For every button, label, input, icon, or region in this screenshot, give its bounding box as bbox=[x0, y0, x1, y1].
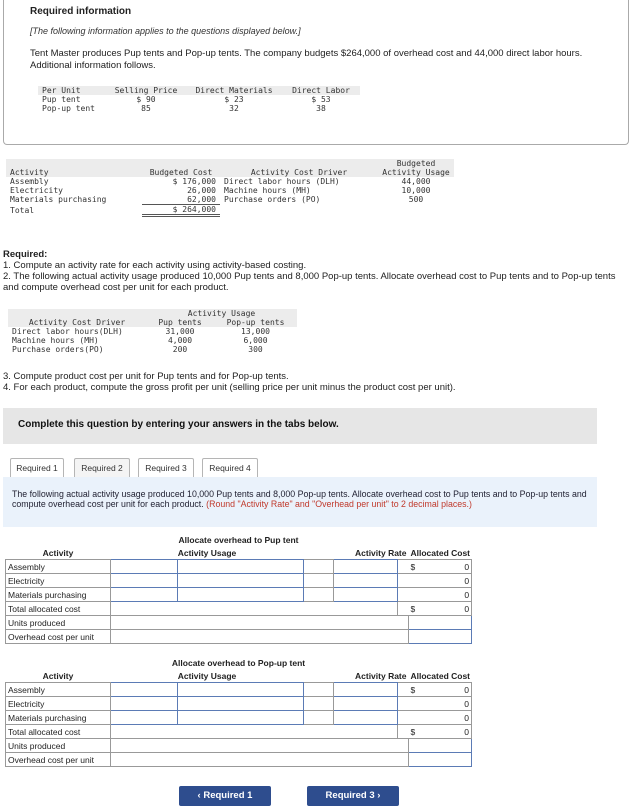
usage-cell: Machine hours (MH) bbox=[12, 336, 99, 345]
unit-cell: $ 23 bbox=[224, 95, 244, 104]
pup-spacer bbox=[304, 574, 334, 588]
pup-spacer bbox=[304, 560, 334, 574]
popup-spacer bbox=[304, 697, 334, 711]
unit-header: Selling Price bbox=[114, 86, 178, 95]
popup-row-label: Units produced bbox=[6, 739, 111, 753]
popup-driver-input[interactable] bbox=[178, 683, 304, 697]
pup-usage-input[interactable] bbox=[111, 574, 178, 588]
unit-header: Direct Labor bbox=[292, 86, 350, 95]
activity-cell: 62,000 bbox=[142, 195, 220, 205]
popup-total-currency: $ bbox=[410, 726, 416, 737]
pup-blank bbox=[111, 602, 398, 616]
tab-required-4[interactable]: Required 4 bbox=[202, 458, 258, 478]
popup-units-input[interactable] bbox=[409, 739, 472, 753]
pup-currency-cell bbox=[398, 574, 409, 588]
info-note: [The following information applies to the questions displayed below.] bbox=[30, 26, 301, 36]
popup-rate-input[interactable] bbox=[334, 683, 398, 697]
pup-alloc-value: 0 bbox=[409, 588, 472, 602]
popup-alloc-value bbox=[409, 683, 472, 697]
popup-row-label: Overhead cost per unit bbox=[6, 753, 111, 767]
activity-cell: Electricity bbox=[10, 186, 63, 195]
activity-header: Budgeted Cost bbox=[149, 168, 213, 177]
pup-rate-input[interactable] bbox=[334, 574, 398, 588]
popup-rate-input[interactable] bbox=[334, 711, 398, 725]
usage-cell: 31,000 bbox=[165, 327, 195, 336]
unit-cell: $ 90 bbox=[136, 95, 156, 104]
tab-required-1[interactable]: Required 1 bbox=[10, 458, 64, 478]
unit-cell: 38 bbox=[316, 104, 326, 113]
popup-currency-cell bbox=[398, 711, 409, 725]
pup-title: Allocate overhead to Pup tent bbox=[178, 534, 299, 545]
popup-table bbox=[5, 656, 472, 767]
popup-row-label: Electricity bbox=[6, 697, 111, 711]
required-label: Required: bbox=[3, 249, 48, 260]
required-item-2: 2. The following actual activity usage produced 10,000 Pup tents and 8,000 Pop-up tents. Allocate overhead cost to Pup tents and to Pop-up tents and compute overhead cost per unit for each product. bbox=[3, 271, 616, 293]
activity-header bbox=[142, 159, 220, 168]
info-title: Required information bbox=[30, 6, 132, 17]
popup-driver-input[interactable] bbox=[178, 697, 304, 711]
popup-col-alloc: Allocated Cost bbox=[410, 670, 471, 681]
popup-blank bbox=[111, 725, 398, 739]
pup-driver-input[interactable] bbox=[178, 560, 304, 574]
usage-header: Activity Cost Driver bbox=[28, 318, 126, 327]
pup-currency: $ bbox=[410, 561, 416, 572]
pup-driver-input[interactable] bbox=[178, 588, 304, 602]
activity-cell: Assembly bbox=[10, 177, 49, 186]
usage-cell: 4,000 bbox=[167, 336, 193, 345]
activity-cell: $ 176,000 bbox=[172, 177, 216, 186]
complete-text: Complete this question by entering your answers in the tabs below. bbox=[18, 419, 339, 430]
popup-row-label: Total allocated cost bbox=[6, 725, 111, 739]
activity-header: Activity Usage bbox=[382, 168, 450, 177]
popup-spacer bbox=[304, 683, 334, 697]
popup-usage-input[interactable] bbox=[111, 711, 178, 725]
popup-row-label: Assembly bbox=[6, 683, 111, 697]
pup-col-alloc: Allocated Cost bbox=[410, 547, 471, 558]
prev-required-1-button[interactable]: ‹ Required 1 bbox=[179, 786, 271, 806]
pup-alloc-amount: 0 bbox=[464, 561, 470, 572]
popup-currency-cell bbox=[398, 697, 409, 711]
activity-cell bbox=[378, 205, 454, 216]
pup-blank bbox=[111, 630, 409, 644]
popup-spacer bbox=[304, 711, 334, 725]
usage-header-blank bbox=[8, 309, 146, 318]
pup-row-label: Materials purchasing bbox=[6, 588, 111, 602]
activity-header bbox=[6, 159, 142, 168]
instruction-box bbox=[3, 477, 597, 527]
usage-cell: 300 bbox=[248, 345, 263, 354]
activity-cell: Materials purchasing bbox=[10, 195, 107, 205]
popup-driver-input[interactable] bbox=[178, 711, 304, 725]
unit-cell: $ 53 bbox=[311, 95, 331, 104]
usage-cell: Purchase orders(PO) bbox=[12, 345, 104, 354]
popup-currency-cell bbox=[398, 725, 409, 739]
tab-required-3[interactable]: Required 3 bbox=[138, 458, 194, 478]
popup-col-activity: Activity bbox=[42, 670, 74, 681]
instruction-text: The following actual activity usage produced 10,000 Pup tents and 8,000 Pop-up tents. Allocate overhead cost to Pup tents and to Pop-up tents and compute overhead cost per unit for each product. bbox=[12, 489, 587, 509]
usage-header: Pup tents bbox=[158, 318, 202, 327]
pup-row-label: Overhead cost per unit bbox=[6, 630, 111, 644]
unit-cell: 85 bbox=[141, 104, 151, 113]
instruction-round: (Round "Activity Rate" and "Overhead per unit" to 2 decimal places.) bbox=[206, 499, 472, 509]
unit-table bbox=[38, 86, 360, 113]
pup-row-label: Total allocated cost bbox=[6, 602, 111, 616]
pup-row-label: Assembly bbox=[6, 560, 111, 574]
tab-required-2[interactable]: Required 2 bbox=[74, 458, 130, 478]
pup-currency-cell bbox=[398, 602, 409, 616]
activity-cell: Purchase orders (PO) bbox=[224, 195, 321, 205]
required-block-2 bbox=[3, 371, 633, 393]
usage-cell: 200 bbox=[172, 345, 188, 354]
popup-usage-input[interactable] bbox=[111, 697, 178, 711]
pup-alloc-value: 0 bbox=[409, 574, 472, 588]
pup-col-usage: Activity Usage bbox=[177, 547, 237, 558]
pup-units-input[interactable] bbox=[409, 616, 472, 630]
popup-alloc-value: 0 bbox=[409, 711, 472, 725]
usage-group-header: Activity Usage bbox=[146, 309, 297, 318]
pup-driver-input[interactable] bbox=[178, 574, 304, 588]
activity-cell: $ 264,000 bbox=[142, 205, 220, 216]
unit-header: Direct Materials bbox=[195, 86, 273, 95]
pup-row-label: Electricity bbox=[6, 574, 111, 588]
required-block bbox=[3, 249, 633, 293]
pup-row-label: Units produced bbox=[6, 616, 111, 630]
activity-cell bbox=[220, 205, 378, 216]
required-item-4: 4. For each product, compute the gross profit per unit (selling price per unit minus the product cost per unit). bbox=[3, 382, 456, 393]
pup-total-amount: 0 bbox=[464, 603, 470, 614]
usage-cell: 6,000 bbox=[243, 336, 268, 345]
unit-cell: Pop-up tent bbox=[42, 104, 95, 113]
pup-total-value bbox=[409, 602, 472, 616]
popup-col-rate: Activity Rate bbox=[355, 670, 407, 681]
popup-blank bbox=[111, 739, 409, 753]
popup-col-usage: Activity Usage bbox=[177, 670, 237, 681]
next-required-3-button[interactable]: Required 3 › bbox=[307, 786, 399, 806]
pup-total-currency: $ bbox=[410, 603, 416, 614]
activity-cell: Total bbox=[10, 205, 35, 215]
activity-header: Activity bbox=[10, 168, 49, 177]
popup-total-value bbox=[409, 725, 472, 739]
popup-usage-input[interactable] bbox=[111, 683, 178, 697]
popup-currency-cell bbox=[398, 683, 409, 697]
popup-blank bbox=[111, 753, 409, 767]
pup-spacer bbox=[304, 588, 334, 602]
popup-title: Allocate overhead to Pop-up tent bbox=[171, 657, 306, 668]
activity-header: Activity Cost Driver bbox=[250, 168, 348, 177]
activity-cell: 44,000 bbox=[401, 177, 431, 186]
popup-rate-input[interactable] bbox=[334, 697, 398, 711]
popup-alloc-amount: 0 bbox=[464, 684, 470, 695]
required-item-1: 1. Compute an activity rate for each activity using activity-based costing. bbox=[3, 260, 307, 271]
activity-cell: 10,000 bbox=[401, 186, 431, 195]
usage-table bbox=[8, 309, 297, 354]
activity-cell: Machine hours (MH) bbox=[224, 186, 311, 195]
pup-rate-input[interactable] bbox=[334, 560, 398, 574]
activity-cell: 500 bbox=[408, 195, 424, 205]
info-intro: Tent Master produces Pup tents and Pop-up tents. The company budgets $264,000 of overhead cost and 44,000 direct labor hours. Additional information follows. bbox=[30, 48, 583, 71]
usage-header: Pop-up tents bbox=[226, 318, 285, 327]
pup-table bbox=[5, 533, 472, 644]
popup-row-label: Materials purchasing bbox=[6, 711, 111, 725]
pup-alloc-value bbox=[409, 560, 472, 574]
activity-header: Budgeted bbox=[378, 159, 454, 168]
pup-overhead-input[interactable] bbox=[409, 630, 472, 644]
popup-overhead-input[interactable] bbox=[409, 753, 472, 767]
popup-alloc-value: 0 bbox=[409, 697, 472, 711]
required-item-3: 3. Compute product cost per unit for Pup tents and for Pop-up tents. bbox=[3, 371, 289, 382]
pup-col-rate: Activity Rate bbox=[355, 547, 407, 558]
activity-header bbox=[220, 159, 378, 168]
activity-cell: Direct labor hours (DLH) bbox=[224, 177, 340, 186]
pup-currency-cell bbox=[398, 560, 409, 574]
activity-cell: 26,000 bbox=[187, 186, 216, 195]
unit-cell: Pup tent bbox=[42, 95, 81, 104]
pup-rate-input[interactable] bbox=[334, 588, 398, 602]
usage-cell: Direct labor hours(DLH) bbox=[12, 327, 123, 336]
info-panel bbox=[3, 0, 629, 145]
pup-blank bbox=[111, 616, 409, 630]
popup-currency: $ bbox=[410, 684, 416, 695]
activity-table bbox=[6, 159, 454, 217]
pup-usage-input[interactable] bbox=[111, 588, 178, 602]
pup-currency-cell bbox=[398, 588, 409, 602]
pup-col-activity: Activity bbox=[42, 547, 74, 558]
popup-total-amount: 0 bbox=[464, 726, 470, 737]
complete-banner bbox=[3, 408, 597, 444]
usage-cell: 13,000 bbox=[241, 327, 270, 336]
unit-header: Per Unit bbox=[42, 86, 81, 95]
pup-usage-input[interactable] bbox=[111, 560, 178, 574]
unit-cell: 32 bbox=[229, 104, 239, 113]
